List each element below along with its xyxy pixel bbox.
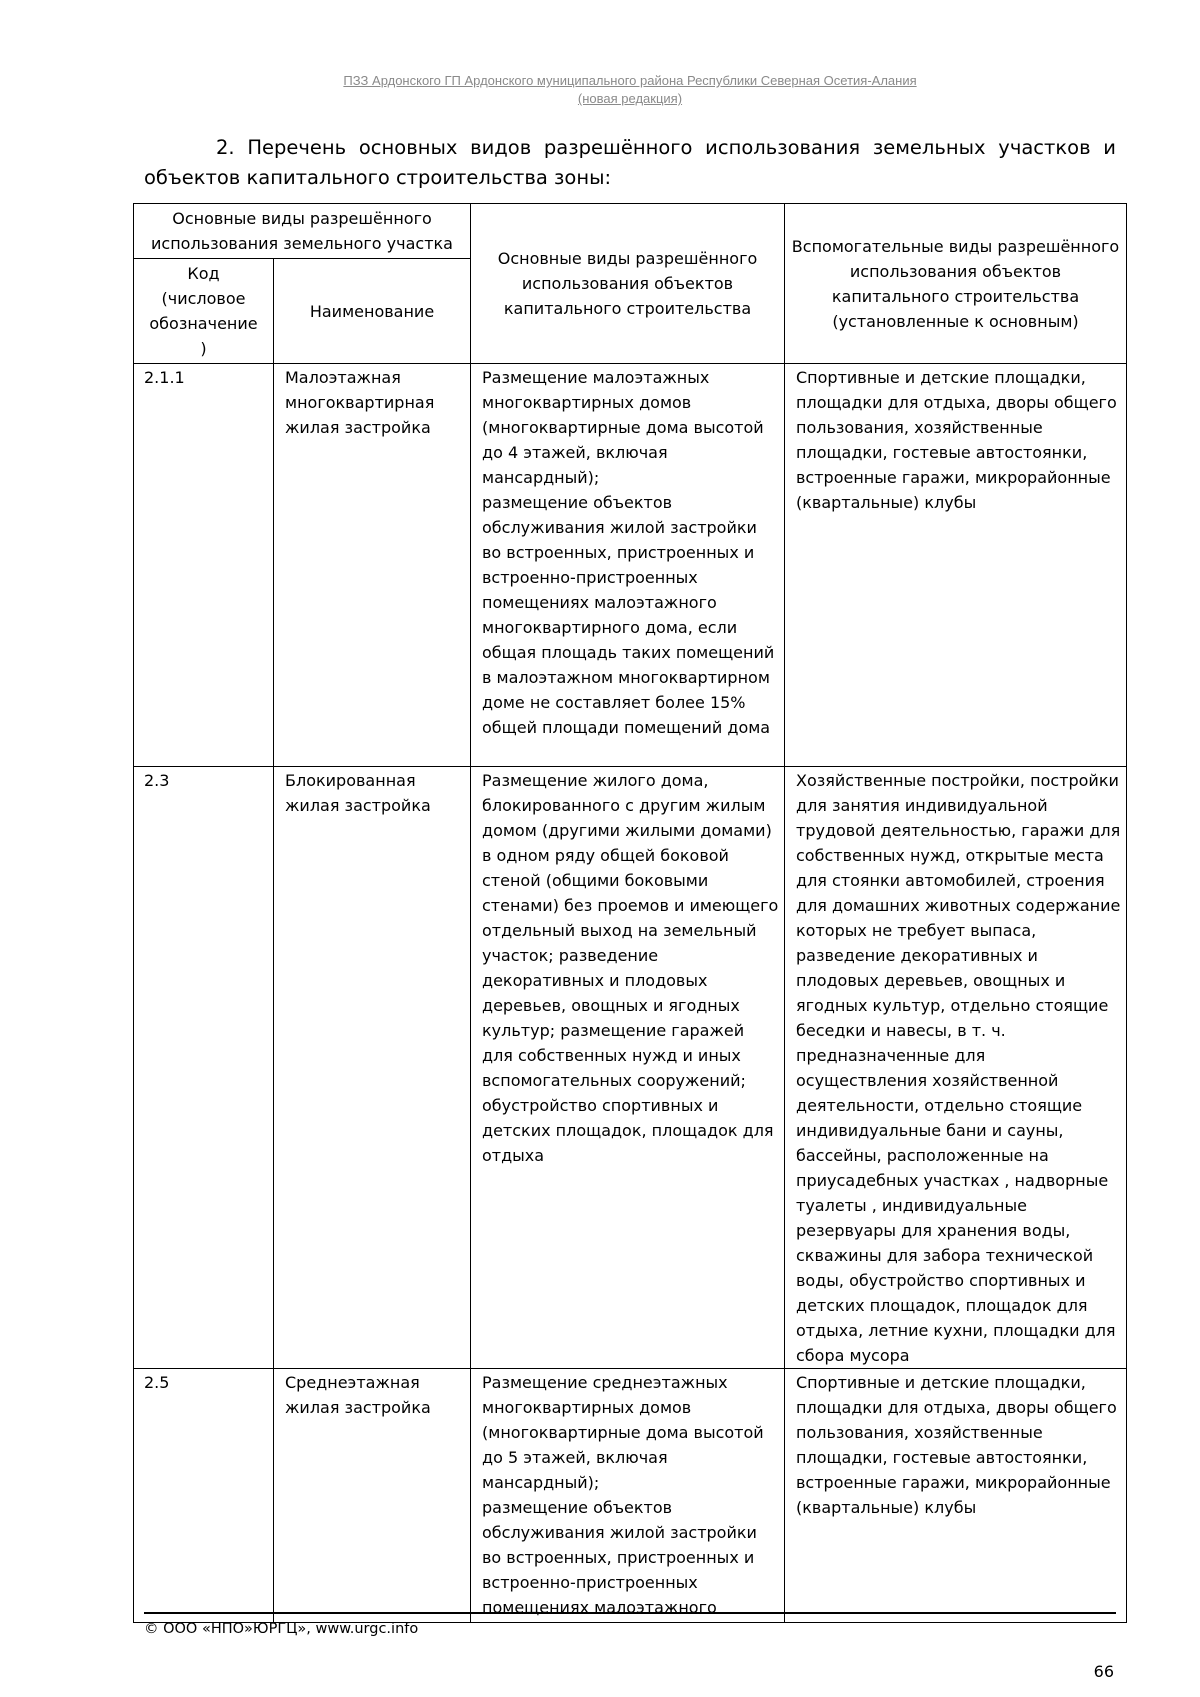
row-name: Блокированная жилая застройка (274, 767, 471, 1369)
running-header (140, 72, 1120, 108)
row-capital-uses: Размещение среднеэтажных многоквартирных домов (многоквартирные дома высотой до 5 этажей, включая мансардный); размещение объектов обслуживания жилой застройки во встроенных, пристроенных и встроенно-пристроенных помещениях малоэтажного (471, 1369, 785, 1623)
header-edition: (новая редакция) (577, 91, 683, 106)
row-capital-uses: Размещение жилого дома, блокированного с другим жилым домом (другими жилыми домами) в одном ряду общей боковой стеной (общими боковыми стенами) без проемов и имеющего отдельный выход на земельный участок; разведение декоративных и плодовых деревьев, овощных и ягодных культур; размещение гаражей для собственных нужд и иных вспомогательных сооружений; обустройство спортивных и детских площадок, площадок для отдыха (471, 767, 785, 1369)
header-name: Наименование (274, 259, 471, 364)
row-code: 2.5 (134, 1369, 274, 1623)
row-name: Среднеэтажная жилая застройка (274, 1369, 471, 1623)
row-capital-uses: Размещение малоэтажных многоквартирных домов (многоквартирные дома высотой до 4 этажей, включая мансардный); размещение объектов обслуживания жилой застройки во встроенных, пристроенных и встроенно-пристроенных помещениях малоэтажного многоквартирного дома, если общая площадь таких помещений в малоэтажном многоквартирном доме не составляет более 15% общей площади помещений дома (471, 364, 785, 767)
table-row (134, 767, 1127, 1369)
section-intro (144, 133, 1116, 193)
row-code: 2.3 (134, 767, 274, 1369)
row-auxiliary-uses: Спортивные и детские площадки, площадки для отдыха, дворы общего пользования, хозяйственные площадки, гостевые автостоянки, встроенные гаражи, микрорайонные (квартальные) клубы (785, 1369, 1127, 1623)
header-capital-construction: Основные виды разрешённого использования объектов капитального строительства (471, 204, 785, 364)
table-header-row-1 (134, 204, 1127, 259)
land-use-table (133, 203, 1127, 1623)
page-number: 66 (1093, 1662, 1114, 1681)
header-title: ПЗЗ Ардонского ГП Ардонского муниципального района Республики Северная Осетия-Алания (343, 73, 917, 88)
footer-divider (144, 1612, 1116, 1614)
header-auxiliary-uses: Вспомогательные виды разрешённого использования объектов капитального строительства (установленные к основным) (785, 204, 1127, 364)
section-intro-text: 2. Перечень основных видов разрешённого использования земельных участков и объектов капитального строительства зоны: (144, 136, 1116, 189)
row-name: Малоэтажная многоквартирная жилая застройка (274, 364, 471, 767)
footer-copyright: © ООО «НПО»ЮРГЦ», www.urgc.info (144, 1621, 419, 1637)
table-row (134, 1369, 1127, 1623)
row-auxiliary-uses: Спортивные и детские площадки, площадки для отдыха, дворы общего пользования, хозяйственные площадки, гостевые автостоянки, встроенные гаражи, микрорайонные (квартальные) клубы (785, 364, 1127, 767)
row-code: 2.1.1 (134, 364, 274, 767)
row-auxiliary-uses: Хозяйственные постройки, постройки для занятия индивидуальной трудовой деятельностью, гаражи для собственных нужд, открытые места для стоянки автомобилей, строения для домашних животных содержание которых не требует выпаса, разведение декоративных и плодовых деревьев, овощных и ягодных культур, отдельно стоящие беседки и навесы, в т. ч. предназначенные для осуществления хозяйственной деятельности, отдельно стоящие индивидуальные бани и сауны, бассейны, расположенные на приусадебных участках , надворные туалеты , индивидуальные резервуары для хранения воды, скважины для забора технической воды, обустройство спортивных и детских площадок, площадок для отдыха, летние кухни, площадки для сбора мусора (785, 767, 1127, 1369)
header-code: Код (числовое обозначение ) (134, 259, 274, 364)
header-land-use-group: Основные виды разрешённого использования земельного участка (134, 204, 471, 259)
table-row (134, 364, 1127, 767)
